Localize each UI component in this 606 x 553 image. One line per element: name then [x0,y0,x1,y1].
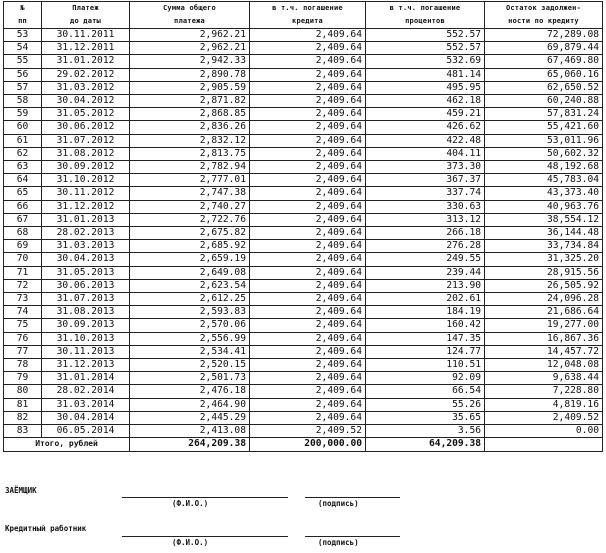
row-total-payment: 2,520.15 [130,359,250,372]
table-row [4,68,603,81]
row-number: 64 [4,174,42,187]
row-date: 29.02.2012 [42,68,130,81]
row-interest: 422.48 [366,134,485,147]
row-number: 58 [4,95,42,108]
totals-balance [485,438,603,451]
row-interest: 337.74 [366,187,485,200]
row-interest: 495.95 [366,81,485,94]
row-date: 31.03.2013 [42,240,130,253]
col-header-balance: Остаток задолжен- [485,2,603,16]
table-row [4,42,603,55]
row-principal: 2,409.64 [250,108,366,121]
row-total-payment: 2,534.41 [130,345,250,358]
row-balance: 21,686.64 [485,306,603,319]
borrower-name-line [122,497,288,498]
row-total-payment: 2,890.78 [130,68,250,81]
row-number: 83 [4,425,42,438]
row-interest: 213.90 [366,279,485,292]
row-interest: 184.19 [366,306,485,319]
row-number: 73 [4,293,42,306]
row-total-payment: 2,501.73 [130,372,250,385]
row-interest: 35.65 [366,411,485,424]
row-date: 31.07.2013 [42,293,130,306]
officer-label: Кредитный работник [5,524,87,533]
table-row [4,227,603,240]
row-number: 72 [4,279,42,292]
row-interest: 481.14 [366,68,485,81]
row-date: 30.11.2011 [42,29,130,42]
row-total-payment: 2,659.19 [130,253,250,266]
row-number: 71 [4,266,42,279]
row-principal: 2,409.64 [250,411,366,424]
row-principal: 2,409.64 [250,121,366,134]
row-total-payment: 2,476.18 [130,385,250,398]
row-total-payment: 2,740.27 [130,200,250,213]
row-number: 65 [4,187,42,200]
row-date: 30.04.2014 [42,411,130,424]
table-row [4,121,603,134]
row-number: 78 [4,359,42,372]
row-number: 55 [4,55,42,68]
row-total-payment: 2,868.85 [130,108,250,121]
row-balance: 24,096.28 [485,293,603,306]
row-total-payment: 2,623.54 [130,279,250,292]
table-row [4,147,603,160]
row-interest: 160.42 [366,319,485,332]
row-number: 59 [4,108,42,121]
row-date: 31.12.2011 [42,42,130,55]
row-total-payment: 2,747.38 [130,187,250,200]
row-interest: 532.69 [366,55,485,68]
row-principal: 2,409.64 [250,161,366,174]
row-date: 31.10.2012 [42,174,130,187]
row-date: 31.08.2012 [42,147,130,160]
row-number: 79 [4,372,42,385]
totals-principal: 200,000.00 [250,438,366,451]
totals-row [4,438,603,451]
col-header-balance: ности по кредиту [485,15,603,29]
row-number: 62 [4,147,42,160]
row-total-payment: 2,413.08 [130,425,250,438]
row-number: 76 [4,332,42,345]
row-principal: 2,409.64 [250,359,366,372]
row-date: 30.11.2012 [42,187,130,200]
table-body [4,29,603,438]
row-date: 30.04.2012 [42,95,130,108]
officer-signature-line [305,536,400,537]
table-row [4,174,603,187]
row-total-payment: 2,813.75 [130,147,250,160]
row-balance: 55,421.60 [485,121,603,134]
row-balance: 0.00 [485,425,603,438]
row-balance: 38,554.12 [485,213,603,226]
row-principal: 2,409.64 [250,55,366,68]
row-principal: 2,409.52 [250,425,366,438]
table-row [4,359,603,372]
col-header-total: платежа [130,15,250,29]
totals-label: Итого, рублей [4,438,130,451]
row-principal: 2,409.64 [250,240,366,253]
row-principal: 2,409.64 [250,345,366,358]
row-interest: 266.18 [366,227,485,240]
table-row [4,81,603,94]
row-date: 06.05.2014 [42,425,130,438]
row-interest: 3.56 [366,425,485,438]
table-row [4,200,603,213]
row-interest: 276.28 [366,240,485,253]
row-total-payment: 2,593.83 [130,306,250,319]
row-date: 30.06.2012 [42,121,130,134]
borrower-name-caption: (Ф.И.О.) [172,499,209,508]
row-date: 31.05.2013 [42,266,130,279]
col-header-date: Платеж [42,2,130,16]
row-number: 69 [4,240,42,253]
row-number: 56 [4,68,42,81]
table-row [4,29,603,42]
col-header-principal: в т.ч. погашение [250,2,366,16]
row-date: 30.09.2012 [42,161,130,174]
row-interest: 124.77 [366,345,485,358]
row-interest: 110.51 [366,359,485,372]
row-date: 31.05.2012 [42,108,130,121]
row-total-payment: 2,612.25 [130,293,250,306]
officer-signature-caption: (подпись) [318,538,359,547]
row-principal: 2,409.64 [250,227,366,240]
row-total-payment: 2,464.90 [130,398,250,411]
row-balance: 19,277.00 [485,319,603,332]
row-interest: 239.44 [366,266,485,279]
row-principal: 2,409.64 [250,385,366,398]
row-principal: 2,409.64 [250,29,366,42]
row-date: 31.10.2013 [42,332,130,345]
row-number: 77 [4,345,42,358]
col-header-date: до даты [42,15,130,29]
row-interest: 404.11 [366,147,485,160]
row-principal: 2,409.64 [250,134,366,147]
row-principal: 2,409.64 [250,174,366,187]
row-balance: 26,505.92 [485,279,603,292]
row-total-payment: 2,905.59 [130,81,250,94]
row-total-payment: 2,777.01 [130,174,250,187]
row-balance: 53,011.96 [485,134,603,147]
row-balance: 50,602.32 [485,147,603,160]
row-balance: 72,289.08 [485,29,603,42]
table-row [4,332,603,345]
row-number: 80 [4,385,42,398]
table-row [4,187,603,200]
row-principal: 2,409.64 [250,319,366,332]
table-row [4,108,603,121]
table-row [4,345,603,358]
row-number: 75 [4,319,42,332]
row-number: 70 [4,253,42,266]
row-total-payment: 2,836.26 [130,121,250,134]
row-number: 68 [4,227,42,240]
row-balance: 4,819.16 [485,398,603,411]
row-date: 31.08.2013 [42,306,130,319]
row-interest: 92.09 [366,372,485,385]
row-date: 30.06.2013 [42,279,130,292]
row-interest: 202.61 [366,293,485,306]
col-header-num: № [4,2,42,16]
row-balance: 43,373.40 [485,187,603,200]
row-principal: 2,409.64 [250,293,366,306]
row-interest: 66.54 [366,385,485,398]
table-row [4,161,603,174]
row-total-payment: 2,962.21 [130,42,250,55]
row-total-payment: 2,942.33 [130,55,250,68]
row-interest: 313.12 [366,213,485,226]
officer-name-caption: (Ф.И.О.) [172,538,209,547]
borrower-signature-line [305,497,400,498]
row-interest: 330.63 [366,200,485,213]
row-interest: 552.57 [366,42,485,55]
row-principal: 2,409.64 [250,398,366,411]
header-row [4,15,603,29]
row-balance: 33,734.84 [485,240,603,253]
totals-interest: 64,209.38 [366,438,485,451]
row-balance: 14,457.72 [485,345,603,358]
row-date: 31.12.2012 [42,200,130,213]
row-principal: 2,409.64 [250,95,366,108]
table-row [4,411,603,424]
repayment-schedule-table [3,1,603,452]
row-principal: 2,409.64 [250,213,366,226]
row-balance: 12,048.08 [485,359,603,372]
row-number: 82 [4,411,42,424]
row-number: 57 [4,81,42,94]
row-balance: 60,240.88 [485,95,603,108]
row-balance: 9,638.44 [485,372,603,385]
row-principal: 2,409.64 [250,147,366,160]
row-principal: 2,409.64 [250,200,366,213]
row-date: 30.04.2013 [42,253,130,266]
table-row [4,266,603,279]
row-balance: 65,060.16 [485,68,603,81]
row-total-payment: 2,556.99 [130,332,250,345]
row-date: 30.11.2013 [42,345,130,358]
row-interest: 373.30 [366,161,485,174]
row-total-payment: 2,722.76 [130,213,250,226]
row-principal: 2,409.64 [250,372,366,385]
row-total-payment: 2,445.29 [130,411,250,424]
row-balance: 48,192.68 [485,161,603,174]
col-header-interest: процентов [366,15,485,29]
row-date: 31.12.2013 [42,359,130,372]
row-date: 28.02.2013 [42,227,130,240]
row-total-payment: 2,649.08 [130,266,250,279]
row-interest: 249.55 [366,253,485,266]
row-balance: 31,325.20 [485,253,603,266]
table-row [4,372,603,385]
totals-total: 264,209.38 [130,438,250,451]
table-row [4,253,603,266]
row-balance: 36,144.48 [485,227,603,240]
col-header-num: пп [4,15,42,29]
table-row [4,319,603,332]
row-balance: 69,879.44 [485,42,603,55]
table-row [4,398,603,411]
borrower-signature-caption: (подпись) [318,499,359,508]
row-balance: 2,409.52 [485,411,603,424]
row-date: 31.01.2012 [42,55,130,68]
row-balance: 16,867.36 [485,332,603,345]
row-date: 28.02.2014 [42,385,130,398]
row-principal: 2,409.64 [250,42,366,55]
table-row [4,306,603,319]
row-principal: 2,409.64 [250,187,366,200]
row-principal: 2,409.64 [250,266,366,279]
row-number: 60 [4,121,42,134]
table-row [4,134,603,147]
borrower-label: ЗАЁМЩИК [5,486,37,495]
row-interest: 55.26 [366,398,485,411]
row-balance: 67,469.80 [485,55,603,68]
row-interest: 147.35 [366,332,485,345]
table-row [4,213,603,226]
header-row [4,2,603,16]
row-balance: 28,915.56 [485,266,603,279]
row-interest: 552.57 [366,29,485,42]
col-header-principal: кредита [250,15,366,29]
row-balance: 40,963.76 [485,200,603,213]
row-number: 66 [4,200,42,213]
row-interest: 367.37 [366,174,485,187]
row-total-payment: 2,832.12 [130,134,250,147]
row-interest: 462.18 [366,95,485,108]
row-date: 31.03.2014 [42,398,130,411]
row-date: 30.09.2013 [42,319,130,332]
row-date: 31.07.2012 [42,134,130,147]
col-header-total: Сумма общего [130,2,250,16]
row-number: 53 [4,29,42,42]
col-header-interest: в т.ч. погашение [366,2,485,16]
table-row [4,279,603,292]
table-row [4,240,603,253]
row-number: 61 [4,134,42,147]
row-number: 67 [4,213,42,226]
row-number: 63 [4,161,42,174]
row-principal: 2,409.64 [250,332,366,345]
table-row [4,385,603,398]
row-total-payment: 2,782.94 [130,161,250,174]
row-principal: 2,409.64 [250,81,366,94]
row-number: 54 [4,42,42,55]
row-interest: 426.62 [366,121,485,134]
table-row [4,293,603,306]
row-date: 31.01.2013 [42,213,130,226]
row-principal: 2,409.64 [250,279,366,292]
row-balance: 45,783.04 [485,174,603,187]
row-number: 81 [4,398,42,411]
row-balance: 7,228.80 [485,385,603,398]
row-total-payment: 2,570.06 [130,319,250,332]
row-principal: 2,409.64 [250,253,366,266]
row-total-payment: 2,685.92 [130,240,250,253]
table-row [4,55,603,68]
row-date: 31.03.2012 [42,81,130,94]
row-balance: 57,831.24 [485,108,603,121]
row-principal: 2,409.64 [250,68,366,81]
row-total-payment: 2,675.82 [130,227,250,240]
row-principal: 2,409.64 [250,306,366,319]
row-date: 31.01.2014 [42,372,130,385]
row-total-payment: 2,871.82 [130,95,250,108]
row-interest: 459.21 [366,108,485,121]
officer-name-line [122,536,288,537]
row-total-payment: 2,962.21 [130,29,250,42]
table-row [4,425,603,438]
row-balance: 62,650.52 [485,81,603,94]
table-row [4,95,603,108]
row-number: 74 [4,306,42,319]
